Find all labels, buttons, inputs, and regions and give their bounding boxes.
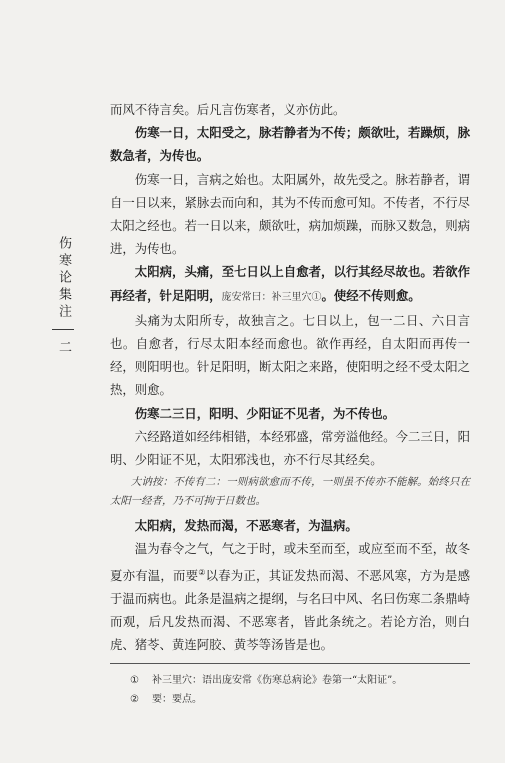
footnote-text: 要：要点。 <box>152 694 202 705</box>
editor-note: 大讷按：不传有二：一则病欲愈而不传，一则虽不传亦不能解。始终只在太阳一经者，乃不可拘于日数也。 <box>110 476 470 508</box>
footnote-marker[interactable]: ② <box>198 567 206 577</box>
paragraph: 而风不待言矣。后凡言伤寒者，义亦仿此。 <box>110 102 346 117</box>
side-divider <box>52 329 74 330</box>
original-text-paragraph: 伤寒二三日，阳明、少阳证不见者，为不传也。 <box>134 405 395 421</box>
running-book-title: 伤寒论集注 <box>56 236 71 321</box>
main-text <box>110 98 470 657</box>
footnotes <box>110 663 470 709</box>
commentary-text: 以春为正，其证发热而渴、不恶风寒，方为是感于温而病也。此条是温病之提纲，与名曰中风、名曰伤寒二条鼎峙而观，后凡发热而渴、不恶寒者，皆此条统之。若论方治，则白虎、猪苓、黄连阿胶、黄芩等汤皆是也。 <box>110 567 471 653</box>
commentary-paragraph: 头痛为太阳所专，故独言之。七日以上，包一二日、六日言也。自愈者，行尽太阳本经而愈也。欲作再经，自太阳而再传一经，则阳明也。针足阳明，断太阳之来路，使阳明之经不受太阳之热，则愈。 <box>110 312 470 398</box>
verse-text: 太阳病，头痛，至七日以上自愈者，以行其经尽故也。若欲作再经者，针足阳明， <box>110 264 470 303</box>
commentary-paragraph: 伤寒一日，言病之始也。太阳属外，故先受之。脉若静者，谓自一日以来，紧脉去而向和，其为不传而愈可知。不传者，不行尽太阳之经也。若一日以来，颇欲吐，病加烦躁，而脉又数急，则病进，为传也。 <box>110 171 470 257</box>
footnote <box>110 671 470 690</box>
commentary-text: 温为春令之气，气之于时，或未至而至，或应至而不至，故冬夏亦有温，而要 <box>110 541 470 583</box>
footnote <box>110 690 470 709</box>
original-text-paragraph: 太阳病，发热而渴，不恶寒者，为温病。 <box>134 518 358 534</box>
commentary-paragraph: 六经路道如经纬相错，本经邪盛，常旁溢他经。今二三日，阳明、少阳证不见，太阳邪浅也，亦不行尽其经矣。 <box>110 428 470 468</box>
footnote-number: ① <box>130 675 139 686</box>
footnote-marker[interactable]: ① <box>311 291 322 303</box>
footnote-text: 补三里穴：语出庞安常《伤寒总病论》卷第一“太阳证”。 <box>152 675 403 686</box>
page-number: 二 <box>56 340 71 353</box>
side-header <box>52 236 74 353</box>
original-text-paragraph <box>110 260 470 308</box>
footnote-divider <box>110 663 470 664</box>
footnote-number: ② <box>130 694 139 705</box>
verse-text: 。使经不传则愈。 <box>321 287 421 303</box>
original-text-paragraph: 伤寒一日，太阳受之，脉若静者为不传；颇欲吐，若躁烦，脉数急者，为传也。 <box>110 125 470 164</box>
interlinear-note: 庞安常曰：补三里穴 <box>221 291 312 303</box>
commentary-paragraph <box>110 537 470 656</box>
